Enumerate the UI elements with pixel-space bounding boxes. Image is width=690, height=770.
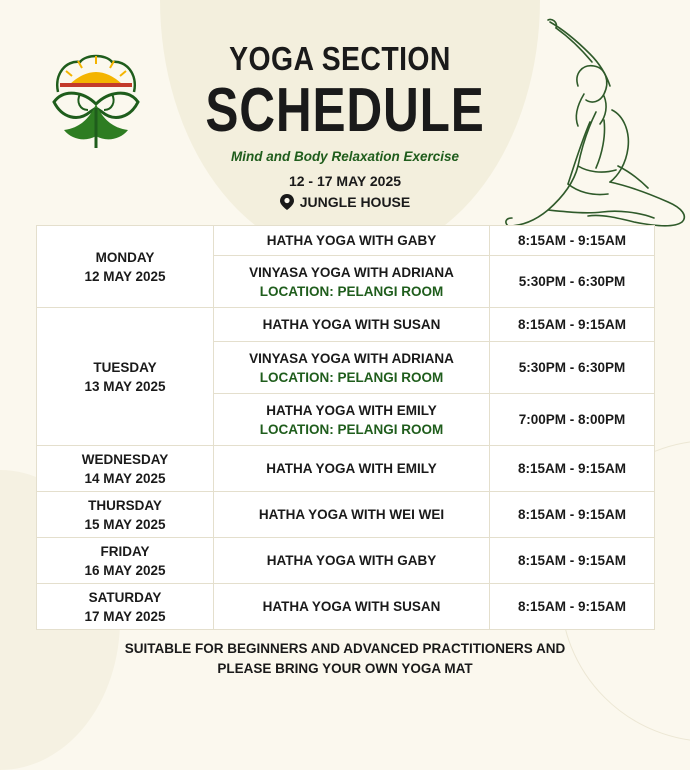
time-cell: 8:15AM - 9:15AM bbox=[490, 584, 655, 630]
day-name: FRIDAY bbox=[100, 543, 150, 559]
day-cell bbox=[37, 538, 214, 584]
class-name: VINYASA YOGA WITH ADRIANA bbox=[249, 264, 454, 280]
class-cell bbox=[214, 308, 490, 342]
class-cell bbox=[214, 446, 490, 492]
time-cell: 8:15AM - 9:15AM bbox=[490, 308, 655, 342]
schedule-table bbox=[36, 225, 655, 630]
class-name: VINYASA YOGA WITH ADRIANA bbox=[249, 350, 454, 366]
subtitle: Mind and Body Relaxation Exercise bbox=[230, 149, 460, 164]
time-cell: 8:15AM - 9:15AM bbox=[490, 446, 655, 492]
table-row bbox=[37, 308, 655, 342]
class-name: HATHA YOGA WITH GABY bbox=[266, 553, 437, 568]
time-cell: 8:15AM - 9:15AM bbox=[490, 538, 655, 584]
title-small: YOGA SECTION bbox=[229, 40, 451, 77]
location-pin-icon bbox=[280, 194, 294, 210]
day-cell bbox=[37, 446, 214, 492]
table-row bbox=[37, 226, 655, 256]
class-name: HATHA YOGA WITH SUSAN bbox=[262, 317, 441, 332]
class-location: LOCATION: PELANGI ROOM bbox=[259, 369, 444, 385]
day-name: MONDAY bbox=[95, 249, 155, 265]
class-location: LOCATION: PELANGI ROOM bbox=[259, 283, 444, 299]
day-date: 14 MAY 2025 bbox=[84, 470, 166, 486]
class-name: HATHA YOGA WITH EMILY bbox=[266, 461, 437, 476]
time-cell: 8:15AM - 9:15AM bbox=[490, 492, 655, 538]
class-name: HATHA YOGA WITH WEI WEI bbox=[258, 507, 445, 522]
day-date: 15 MAY 2025 bbox=[84, 516, 166, 532]
class-cell bbox=[214, 538, 490, 584]
class-cell bbox=[214, 492, 490, 538]
day-date: 12 MAY 2025 bbox=[84, 268, 166, 284]
day-cell bbox=[37, 226, 214, 308]
time-cell: 7:00PM - 8:00PM bbox=[490, 394, 655, 446]
class-cell bbox=[214, 584, 490, 630]
day-name: THURSDAY bbox=[88, 497, 162, 513]
class-name: HATHA YOGA WITH GABY bbox=[266, 233, 437, 248]
footer-line: PLEASE BRING YOUR OWN YOGA MAT bbox=[217, 661, 473, 676]
table-row bbox=[37, 446, 655, 492]
day-name: SATURDAY bbox=[88, 589, 162, 605]
class-name: HATHA YOGA WITH EMILY bbox=[266, 402, 437, 418]
day-cell bbox=[37, 308, 214, 446]
class-cell bbox=[214, 226, 490, 256]
time-cell: 5:30PM - 6:30PM bbox=[490, 256, 655, 308]
table-row bbox=[37, 492, 655, 538]
venue bbox=[0, 194, 690, 210]
day-name: WEDNESDAY bbox=[81, 451, 169, 467]
footer-note bbox=[0, 639, 690, 679]
day-date: 13 MAY 2025 bbox=[84, 378, 166, 394]
day-date: 17 MAY 2025 bbox=[84, 608, 166, 624]
day-date: 16 MAY 2025 bbox=[84, 562, 166, 578]
event-dates: 12 - 17 MAY 2025 bbox=[288, 173, 402, 189]
day-cell bbox=[37, 492, 214, 538]
class-cell bbox=[214, 342, 490, 394]
venue-name: JUNGLE HOUSE bbox=[299, 194, 411, 210]
day-name: TUESDAY bbox=[93, 359, 157, 375]
time-cell: 8:15AM - 9:15AM bbox=[490, 226, 655, 256]
page-title: SCHEDULE bbox=[205, 76, 485, 145]
time-cell: 5:30PM - 6:30PM bbox=[490, 342, 655, 394]
class-cell bbox=[214, 394, 490, 446]
table-row bbox=[37, 584, 655, 630]
footer-line: SUITABLE FOR BEGINNERS AND ADVANCED PRACTITIONERS AND bbox=[124, 641, 566, 656]
class-name: HATHA YOGA WITH SUSAN bbox=[262, 599, 441, 614]
day-cell bbox=[37, 584, 214, 630]
class-location: LOCATION: PELANGI ROOM bbox=[259, 421, 444, 437]
class-cell bbox=[214, 256, 490, 308]
table-row bbox=[37, 538, 655, 584]
